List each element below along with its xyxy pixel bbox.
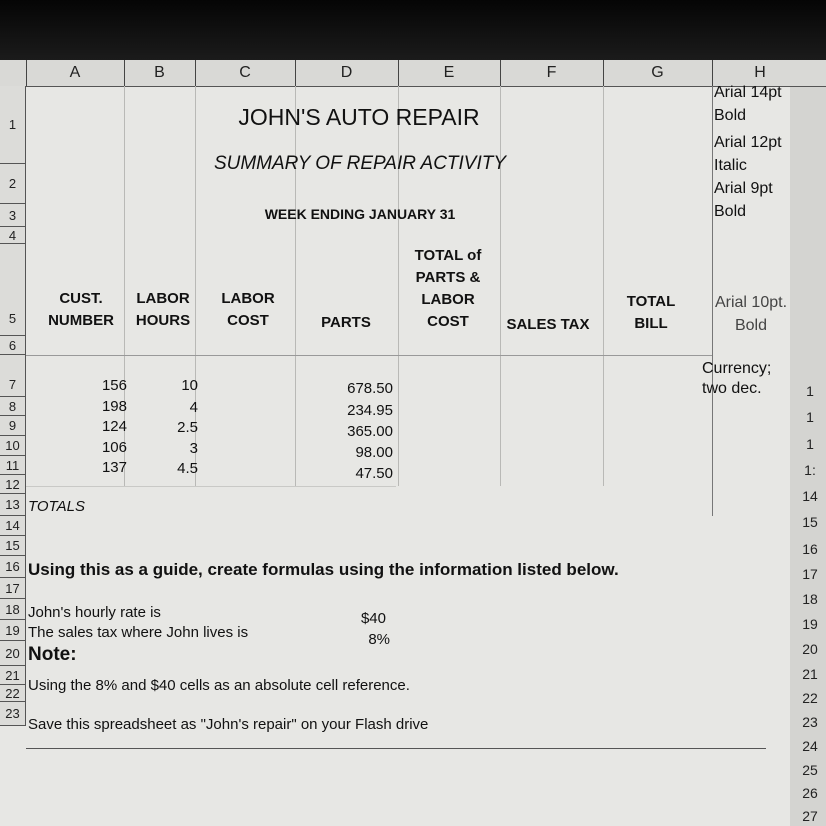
header-line: NUMBER [48, 312, 114, 329]
format-note-line: Currency; [702, 360, 772, 377]
hourly-rate-label[interactable]: John's hourly rate is [28, 604, 161, 621]
gridline [26, 355, 712, 356]
row-header-13[interactable]: 13 [0, 494, 26, 516]
row-header-1[interactable]: 1 [0, 86, 26, 164]
header-labor-cost[interactable] [205, 288, 291, 332]
labor-hours-cell[interactable]: 10 [181, 377, 198, 394]
header-line: LABOR [421, 291, 475, 308]
format-note-line: Arial 14pt [714, 84, 782, 101]
adjacent-row-number: 24 [802, 738, 818, 754]
sheet-title[interactable]: JOHN'S AUTO REPAIR [238, 104, 480, 130]
format-note-line: Arial 9pt [714, 180, 773, 197]
adjacent-row-number: 20 [802, 641, 818, 657]
column-header-a[interactable]: A [69, 64, 81, 81]
adjacent-row-number: 15 [802, 514, 818, 530]
format-note-row5[interactable] [706, 291, 796, 337]
column-header-c[interactable]: C [239, 64, 251, 81]
adjacent-row-number: 14 [802, 488, 818, 504]
week-ending-label[interactable]: WEEK ENDING JANUARY 31 [264, 206, 456, 222]
parts-cell[interactable]: 365.00 [347, 423, 393, 440]
gridline [500, 86, 501, 486]
save-instruction[interactable]: Save this spreadsheet as "John's repair" on your Flash drive [28, 716, 429, 733]
row-header-22[interactable]: 22 [0, 685, 26, 702]
column-header-e[interactable]: E [443, 64, 455, 81]
header-total-bill[interactable] [612, 291, 690, 335]
header-line: TOTAL of [414, 247, 482, 264]
cust-number-cell[interactable]: 124 [101, 418, 127, 435]
row-header-4[interactable]: 4 [0, 227, 26, 244]
row-header-11[interactable]: 11 [0, 456, 26, 475]
adjacent-row-number: 23 [802, 714, 818, 730]
hourly-rate-value[interactable]: $40 [360, 610, 386, 627]
note-text[interactable]: Using the 8% and $40 cells as an absolute cell reference. [28, 677, 410, 694]
header-line: BILL [634, 315, 668, 332]
note-label[interactable]: Note: [28, 644, 77, 665]
gridline [603, 86, 604, 486]
row-header-6[interactable]: 6 [0, 336, 26, 355]
adjacent-row-number: 16 [802, 541, 818, 557]
adjacent-row-number: 1 [806, 383, 814, 399]
row-header-16[interactable]: 16 [0, 556, 26, 578]
sales-tax-label[interactable]: The sales tax where John lives is [28, 624, 249, 641]
row-header-18[interactable]: 18 [0, 599, 26, 620]
format-note-row3[interactable] [714, 177, 773, 223]
header-cust-number[interactable] [36, 288, 126, 332]
sheet-subtitle[interactable]: SUMMARY OF REPAIR ACTIVITY [213, 153, 507, 174]
row-header-15[interactable]: 15 [0, 536, 26, 556]
row-header-20[interactable]: 20 [0, 641, 26, 666]
header-total-parts-labor-cost[interactable] [396, 245, 500, 333]
instruction-text[interactable]: Using this as a guide, create formulas using the information listed below. [28, 560, 619, 579]
row-header-10[interactable]: 10 [0, 436, 26, 456]
cust-number-cell[interactable]: 156 [101, 377, 127, 394]
format-note-line: two dec. [702, 380, 762, 397]
parts-cell[interactable]: 234.95 [347, 402, 393, 419]
row-header-17[interactable]: 17 [0, 578, 26, 599]
totals-label[interactable]: TOTALS [28, 498, 85, 515]
labor-hours-cell[interactable]: 4.5 [177, 460, 198, 477]
cust-number-cell[interactable]: 198 [101, 398, 127, 415]
parts-cell[interactable]: 678.50 [347, 380, 393, 397]
adjacent-row-number: 25 [802, 762, 818, 778]
format-note-row1[interactable] [714, 81, 782, 127]
sales-tax-value[interactable]: 8% [368, 631, 390, 648]
row-header-5[interactable]: 5 [0, 244, 26, 336]
adjacent-row-number: 27 [802, 808, 818, 824]
row-header-21[interactable]: 21 [0, 666, 26, 685]
adjacent-row-number: 18 [802, 591, 818, 607]
adjacent-row-number: 1 [806, 436, 814, 452]
header-line: COST [227, 312, 269, 329]
format-note-line: Bold [714, 203, 747, 220]
format-note-line: Arial 10pt. [714, 294, 788, 311]
parts-cell[interactable]: 47.50 [355, 465, 393, 482]
screen-bezel [0, 0, 826, 60]
column-header-f[interactable]: F [546, 64, 557, 81]
format-note-line: Bold [734, 317, 768, 334]
column-header-b[interactable]: B [154, 64, 165, 81]
format-note-line: Arial 12pt [714, 134, 782, 151]
row-header-9[interactable]: 9 [0, 416, 26, 436]
row-header-2[interactable]: 2 [0, 164, 26, 204]
header-line: LABOR [136, 290, 190, 307]
sheet-bottom-line [26, 748, 766, 749]
labor-hours-cell[interactable]: 4 [189, 399, 198, 416]
gridline [26, 486, 396, 487]
row-header-23[interactable]: 23 [0, 702, 26, 726]
header-line: PARTS & [415, 269, 481, 286]
format-note-row7[interactable] [702, 359, 771, 399]
header-line: LABOR [221, 290, 275, 307]
gridline [295, 86, 296, 486]
adjacent-row-number: 19 [802, 616, 818, 632]
format-note-line: Italic [714, 157, 747, 174]
labor-hours-cell[interactable]: 3 [189, 440, 198, 457]
row-header-12[interactable]: 12 [0, 475, 26, 494]
header-line: HOURS [135, 312, 191, 329]
column-header-g[interactable]: G [651, 64, 664, 81]
header-sales-tax[interactable]: SALES TAX [506, 316, 590, 333]
header-parts[interactable]: PARTS [321, 314, 371, 331]
cust-number-cell[interactable]: 137 [101, 459, 127, 476]
header-line: COST [427, 313, 469, 330]
adjacent-row-number: 22 [802, 690, 818, 706]
header-line: CUST. [59, 290, 103, 307]
adjacent-row-number: 21 [802, 666, 818, 682]
row-header-8[interactable]: 8 [0, 397, 26, 416]
parts-cell[interactable]: 98.00 [355, 444, 393, 461]
cust-number-cell[interactable]: 106 [101, 439, 127, 456]
row-header-7[interactable]: 7 [0, 355, 26, 397]
row-header-3[interactable]: 3 [0, 204, 26, 227]
adjacent-row-number: 26 [802, 785, 818, 801]
adjacent-row-number: 1: [804, 462, 816, 478]
row-header-19[interactable]: 19 [0, 620, 26, 641]
format-note-line: Bold [714, 107, 747, 124]
format-note-row2[interactable] [714, 131, 782, 177]
adjacent-row-number: 17 [802, 566, 818, 582]
column-header-h[interactable]: H [754, 64, 766, 81]
adjacent-row-number: 1 [806, 409, 814, 425]
column-header-d[interactable]: D [340, 64, 353, 81]
header-line: TOTAL [626, 293, 676, 310]
header-labor-hours[interactable] [128, 288, 198, 332]
labor-hours-cell[interactable]: 2.5 [177, 419, 198, 436]
row-header-14[interactable]: 14 [0, 516, 26, 536]
